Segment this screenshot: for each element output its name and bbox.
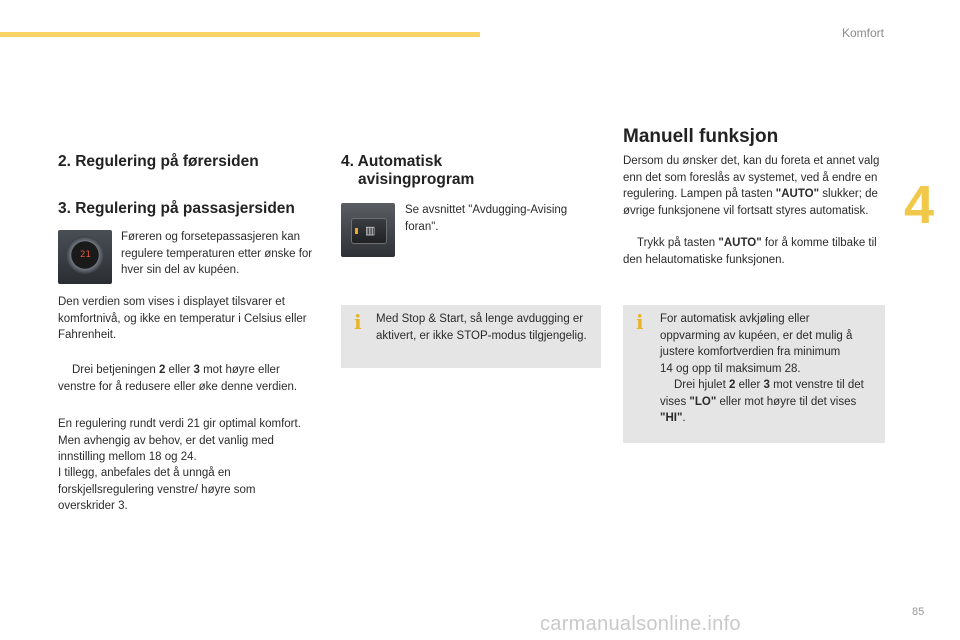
- display-value-paragraph: Den verdien som vises i displayet tilsvarer et komfortnivå, og ikke en temperatur i Celsius eller Fahrenheit.: [58, 296, 307, 341]
- heading-auto-defrost: [341, 153, 474, 189]
- heading-manual-function: Manuell funksjon: [623, 126, 779, 147]
- comfort-range-info-box: [623, 305, 885, 443]
- section-title: Komfort: [841, 26, 884, 40]
- auto-key-label: "AUTO": [775, 188, 820, 200]
- control-number: 2: [158, 364, 166, 376]
- heading-line: 4. Automatisk: [341, 153, 443, 170]
- info-icon: i: [354, 310, 362, 334]
- heading-driver-side: 2. Regulering på førersiden: [58, 153, 259, 170]
- info-text: For automatisk avkjøling eller oppvarming av kupéen, er det mulig å justere komfortverdien fra minimum 14 og opp til maksimum 28.: [660, 313, 853, 375]
- bullet-text: eller: [735, 379, 764, 391]
- paragraph-text: Dersom du ønsker det, kan du foreta et annet valg enn det som foreslås av systemet, ved å endre en regulering. Lampen på tasten: [623, 155, 880, 200]
- section-accent-bar: [0, 32, 480, 37]
- indicator-led: [355, 228, 358, 234]
- bullet-text: Trykk på tasten: [637, 237, 719, 249]
- info-text: Med Stop & Start, så lenge avdugging er aktivert, er ikke STOP-modus tilgjengelig.: [376, 313, 587, 342]
- temperature-dial-image: [58, 230, 112, 284]
- info-bullet: [660, 377, 875, 427]
- page-number: 85: [912, 606, 925, 618]
- auto-key-label: "AUTO": [718, 237, 762, 249]
- bullet-text: for å komme tilbake til den helautomatiske funksjonen.: [623, 237, 877, 266]
- difference-paragraph: I tillegg, anbefales det å unngå en forskjellsregulering venstre/ høyre som overskrider 3.: [58, 467, 256, 512]
- lo-label: "LO": [689, 395, 717, 408]
- bullet-turn-dial: [58, 362, 308, 395]
- control-number: 3: [193, 364, 200, 376]
- watermark-text: carmanualsonline.info: [540, 613, 741, 635]
- defrost-reference: Se avsnittet "Avdugging-Avising foran".: [405, 204, 568, 233]
- chapter-number: 4: [904, 175, 935, 235]
- bullet-text: .: [682, 412, 686, 424]
- control-number: 3: [763, 379, 770, 391]
- stop-start-info-box: [341, 305, 601, 368]
- info-icon: i: [636, 310, 644, 334]
- manual-paragraph: [623, 153, 881, 219]
- comfort-paragraph: En regulering rundt verdi 21 gir optimal komfort. Men avhengig av behov, er det vanlig med innstilling mellom 18 og 24.: [58, 418, 301, 463]
- bullet-text: Drei betjeningen: [72, 364, 159, 376]
- bullet-text: Drei hjulet: [674, 379, 729, 391]
- heading-line: avisingprogram: [358, 171, 475, 188]
- paragraph-text: slukker; de øvrige funksjonene vil fortsatt styres automatisk.: [623, 188, 878, 217]
- bullet-text: eller mot høyre til det vises: [716, 395, 857, 408]
- bullet-text: mot høyre eller venstre for å redusere eller øke denne verdien.: [58, 364, 298, 393]
- defrost-button-image: [341, 203, 395, 257]
- defrost-icon: ▥: [365, 225, 376, 237]
- thumb-description: Føreren og forsetepassasjeren kan regulere temperaturen etter ønske for hver sin del av kupéen.: [121, 231, 313, 276]
- dial-display: 21: [80, 250, 91, 260]
- heading-passenger-side: 3. Regulering på passasjersiden: [58, 200, 295, 217]
- defrost-button: [351, 218, 387, 244]
- hi-label: "HI": [660, 412, 683, 424]
- bullet-text: mot venstre til det vises: [660, 379, 864, 408]
- control-number: 2: [728, 379, 736, 391]
- bullet-text: eller: [165, 364, 194, 376]
- bullet-press-auto: [623, 235, 881, 268]
